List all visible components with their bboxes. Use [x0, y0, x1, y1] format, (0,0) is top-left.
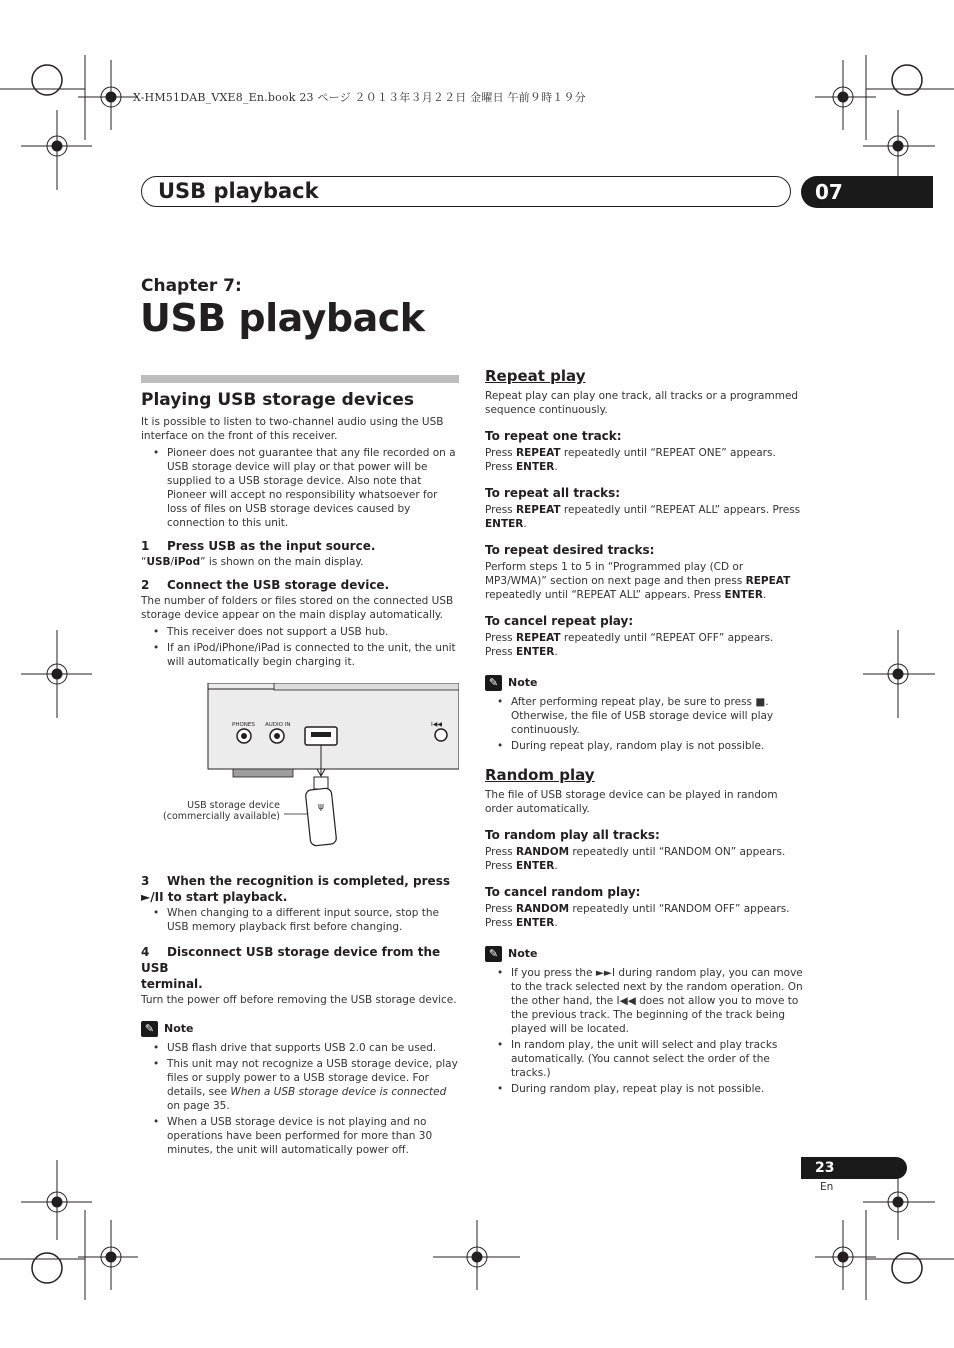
- list-item: • After performing repeat play, be sure to press ■. Otherwise, the file of USB storage device will play continuously.: [485, 695, 803, 737]
- pencil-note-icon: ✎: [141, 1021, 158, 1037]
- step-1-text: “USB/iPod” is shown on the main display.: [141, 556, 364, 568]
- list-item: • Pioneer does not guarantee that any file recorded on a USB storage device will play or that power will be supplied to a USB storage device. Also note that Pioneer will accept no responsibility whatsoever for loss of files on USB storage devices caused by connection to this unit.: [141, 446, 459, 530]
- phones-label: PHONES: [232, 722, 255, 728]
- print-info: X-HM51DAB_VXE8_En.book 23 ページ ２０１３年３月２２日 金曜日 午前９時１９分: [133, 91, 586, 104]
- repeat-cancel-text: Press REPEAT repeatedly until “REPEAT OFF” appears. Press ENTER.: [485, 632, 774, 658]
- section-heading-random-play: Random play: [485, 766, 595, 784]
- pencil-note-icon: ✎: [485, 946, 502, 962]
- section-rule: [141, 375, 459, 383]
- list-item: • If an iPod/iPhone/iPad is connected to the unit, the unit will automatically begin charging it.: [141, 641, 459, 669]
- list-item: • During repeat play, random play is not possible.: [485, 739, 803, 753]
- list-item: • When a USB storage device is not playing and no operations have been performed for more than 30 minutes, the unit will automatically power off.: [141, 1115, 459, 1157]
- page-number: 23: [815, 1160, 835, 1176]
- chapter-number-badge: 07: [801, 176, 933, 208]
- step-2-text: The number of folders or files stored on the connected USB storage device appear on the main display automatically.: [141, 595, 454, 621]
- step-4-text: Turn the power off before removing the USB storage device.: [141, 994, 457, 1006]
- list-item: • This unit may not recognize a USB storage device, play files or supply power to a USB storage device. For details, see When a USB storage device is connected on page 35.: [141, 1057, 459, 1113]
- random-note-bullets: [485, 966, 803, 1096]
- repeat-note-heading: ✎ Note: [485, 675, 803, 691]
- repeat-desired-text: Perform steps 1 to 5 in “Programmed play (CD or MP3/WMA)” section on next page and then press REPEAT repeatedly until “REPEAT ALL” appears. Press ENTER.: [485, 561, 791, 601]
- random-all-text: Press RANDOM repeatedly until “RANDOM ON” appears. Press ENTER.: [485, 846, 786, 872]
- random-cancel-heading: To cancel random play:: [485, 885, 641, 899]
- running-header-title: USB playback: [158, 179, 319, 203]
- prev-track-label: I◀◀: [431, 721, 442, 728]
- list-item: • If you press the ►►I during random play, you can move to the track selected next by the random operation. On the other hand, the I◀◀ does not allow you to move to the previous track. The beginning of the track being played will be located.: [485, 966, 803, 1036]
- intro-bullets: [141, 446, 459, 530]
- step-2-heading: 2 Connect the USB storage device.: [141, 578, 390, 592]
- repeat-one-text: Press REPEAT repeatedly until “REPEAT ONE” appears. Press ENTER.: [485, 447, 776, 473]
- audio-in-label: AUDIO IN: [265, 722, 291, 728]
- list-item: • When changing to a different input source, stop the USB memory playback first before changing.: [141, 906, 459, 934]
- list-item: • USB flash drive that supports USB 2.0 can be used.: [141, 1041, 459, 1055]
- step-3-bullets: [141, 906, 459, 934]
- list-item: • This receiver does not support a USB hub.: [141, 625, 459, 639]
- list-item: • In random play, the unit will select and play tracks automatically. (You cannot select the order of the tracks.): [485, 1038, 803, 1080]
- step-1-heading: 1 Press USB as the input source.: [141, 539, 376, 553]
- repeat-all-text: Press REPEAT repeatedly until “REPEAT ALL” appears. Press ENTER.: [485, 504, 801, 530]
- note-bullets: [141, 1041, 459, 1157]
- usb-connection-illustration: [141, 683, 459, 861]
- right-column: [485, 366, 803, 1098]
- step-3-heading: 3 When the recognition is completed, press ►/II to start playback.: [141, 874, 450, 904]
- section-heading-repeat-play: Repeat play: [485, 367, 586, 385]
- random-cancel-text: Press RANDOM repeatedly until “RANDOM OFF” appears. Press ENTER.: [485, 903, 790, 929]
- note-heading: ✎ Note: [141, 1021, 459, 1037]
- repeat-one-heading: To repeat one track:: [485, 429, 622, 443]
- chapter-title: USB playback: [140, 296, 425, 340]
- pencil-note-icon: ✎: [485, 675, 502, 691]
- repeat-cancel-heading: To cancel repeat play:: [485, 614, 634, 628]
- random-intro: The file of USB storage device can be played in random order automatically.: [485, 789, 778, 815]
- repeat-intro: Repeat play can play one track, all tracks or a programmed sequence continuously.: [485, 390, 799, 416]
- usb-device-callout: USB storage device (commercially available): [163, 800, 280, 822]
- chapter-label: Chapter 7:: [141, 276, 242, 296]
- svg-text:ψ: ψ: [318, 802, 324, 812]
- repeat-note-bullets: [485, 695, 803, 753]
- step-2-bullets: [141, 625, 459, 669]
- list-item: • During random play, repeat play is not possible.: [485, 1082, 803, 1096]
- repeat-desired-heading: To repeat desired tracks:: [485, 543, 655, 557]
- language-code: En: [820, 1181, 834, 1193]
- section-heading-playing-usb: Playing USB storage devices: [141, 390, 414, 410]
- usb-connection-figure: [141, 683, 459, 861]
- random-all-heading: To random play all tracks:: [485, 828, 660, 842]
- left-column: [141, 375, 459, 1159]
- intro-text: It is possible to listen to two-channel audio using the USB interface on the front of this receiver.: [141, 416, 444, 442]
- random-note-heading: ✎ Note: [485, 946, 803, 962]
- step-4-heading: 4 Disconnect USB storage device from the USB terminal.: [141, 945, 441, 991]
- repeat-all-heading: To repeat all tracks:: [485, 486, 621, 500]
